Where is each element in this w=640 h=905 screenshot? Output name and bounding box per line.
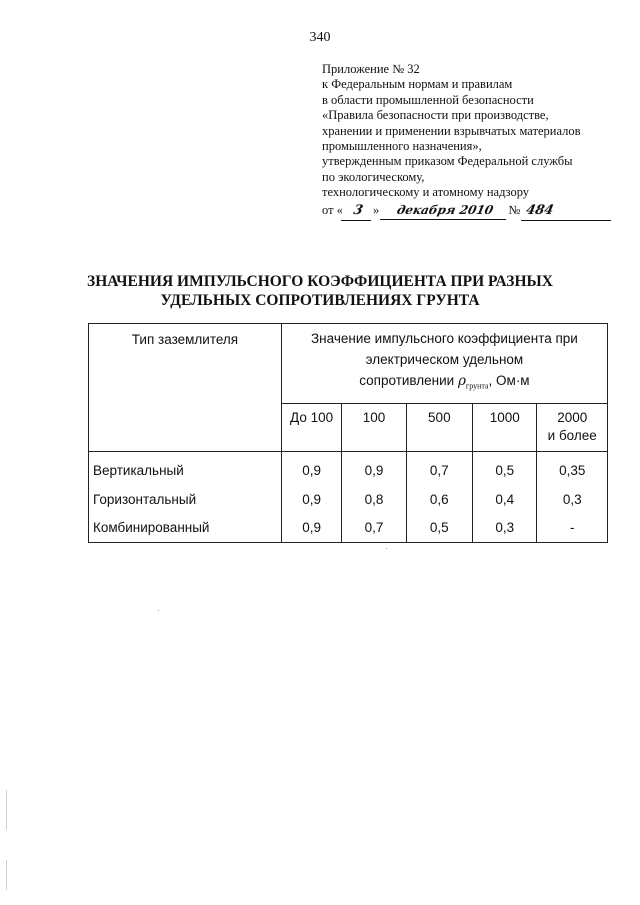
appendix-line: промышленного назначения», <box>322 139 482 154</box>
header-grounding-type <box>89 324 282 452</box>
appendix-block <box>322 62 622 221</box>
impulse-coefficient-table <box>88 323 608 543</box>
appendix-line: хранении и применении взрывчатых материалов <box>322 123 581 138</box>
table-cell: 0,9 <box>342 451 406 486</box>
appendix-line: Приложение № 32 <box>322 62 420 76</box>
appendix-line: технологическому и атомному надзору <box>322 185 530 200</box>
column-header: 500 <box>406 403 472 451</box>
table-cell: 0,5 <box>406 514 472 543</box>
scan-edge-mark <box>6 860 7 890</box>
table-cell: 0,35 <box>537 451 608 486</box>
table-cell: 0,4 <box>472 486 536 514</box>
table-cell: 0,7 <box>406 451 472 486</box>
table-cell: - <box>537 514 608 543</box>
table-cell: 0,8 <box>342 486 406 514</box>
table-cell: 0,9 <box>281 514 341 543</box>
scan-speck <box>158 610 159 611</box>
header-value-line-2: электрическом удельном <box>365 352 524 367</box>
column-header-line: 2000 <box>557 409 588 425</box>
column-header: 1000 <box>472 403 536 451</box>
title-line-1: ЗНАЧЕНИЯ ИМПУЛЬСНОГО КОЭФФИЦИЕНТА ПРИ РАЗНЫХ <box>87 273 553 290</box>
scan-edge-mark <box>6 790 7 830</box>
scan-speck <box>386 548 387 549</box>
document-title <box>60 272 580 310</box>
handwritten-month-year: декабря 2010 <box>380 201 510 220</box>
row-label: Вертикальный <box>89 451 282 486</box>
date-prefix: от « <box>322 202 343 217</box>
row-label: Комбинированный <box>89 514 282 543</box>
table-row <box>89 486 608 514</box>
header-value-prefix: сопротивлении <box>359 373 455 388</box>
appendix-line: в области промышленной безопасности <box>322 92 534 107</box>
column-header <box>537 403 608 451</box>
header-value-line-3 <box>286 370 603 397</box>
table-cell: 0,7 <box>342 514 406 543</box>
appendix-line: к Федеральным нормам и правилам <box>322 77 513 92</box>
appendix-line: утвержденным приказом Федеральной службы <box>322 154 573 169</box>
column-header: До 100 <box>281 403 341 451</box>
table-cell: 0,6 <box>406 486 472 514</box>
appendix-line: по экологическому, <box>322 169 425 184</box>
table-row <box>89 514 608 543</box>
rho-symbol: $\rho_{грунта}$ <box>457 373 489 391</box>
column-header-line: и более <box>547 427 597 443</box>
header-coefficient-value <box>281 324 607 404</box>
number-prefix: № <box>508 202 521 217</box>
handwritten-order-number: 484 <box>521 202 615 221</box>
date-quote-close: » <box>372 202 380 217</box>
header-grounding-type-label: Тип заземлителя <box>131 332 239 347</box>
column-header: 100 <box>342 403 406 451</box>
table-cell: 0,9 <box>281 451 341 486</box>
table-cell: 0,5 <box>472 451 536 486</box>
header-value-line-1: Значение импульсного коэффициента при <box>311 331 578 346</box>
page-number: 340 <box>309 30 331 45</box>
table-cell: 0,3 <box>472 514 536 543</box>
unit-label: , Ом·м <box>488 373 530 388</box>
handwritten-day: 3 <box>341 202 375 221</box>
row-label: Горизонтальный <box>89 486 282 514</box>
rho-subscript: грунта <box>465 381 489 391</box>
order-date-line <box>322 201 622 221</box>
table-cell: 0,3 <box>537 486 608 514</box>
appendix-line: «Правила безопасности при производстве, <box>322 108 549 123</box>
title-line-2: УДЕЛЬНЫХ СОПРОТИВЛЕНИЯХ ГРУНТА <box>160 292 480 309</box>
table-row <box>89 451 608 486</box>
table-cell: 0,9 <box>281 486 341 514</box>
